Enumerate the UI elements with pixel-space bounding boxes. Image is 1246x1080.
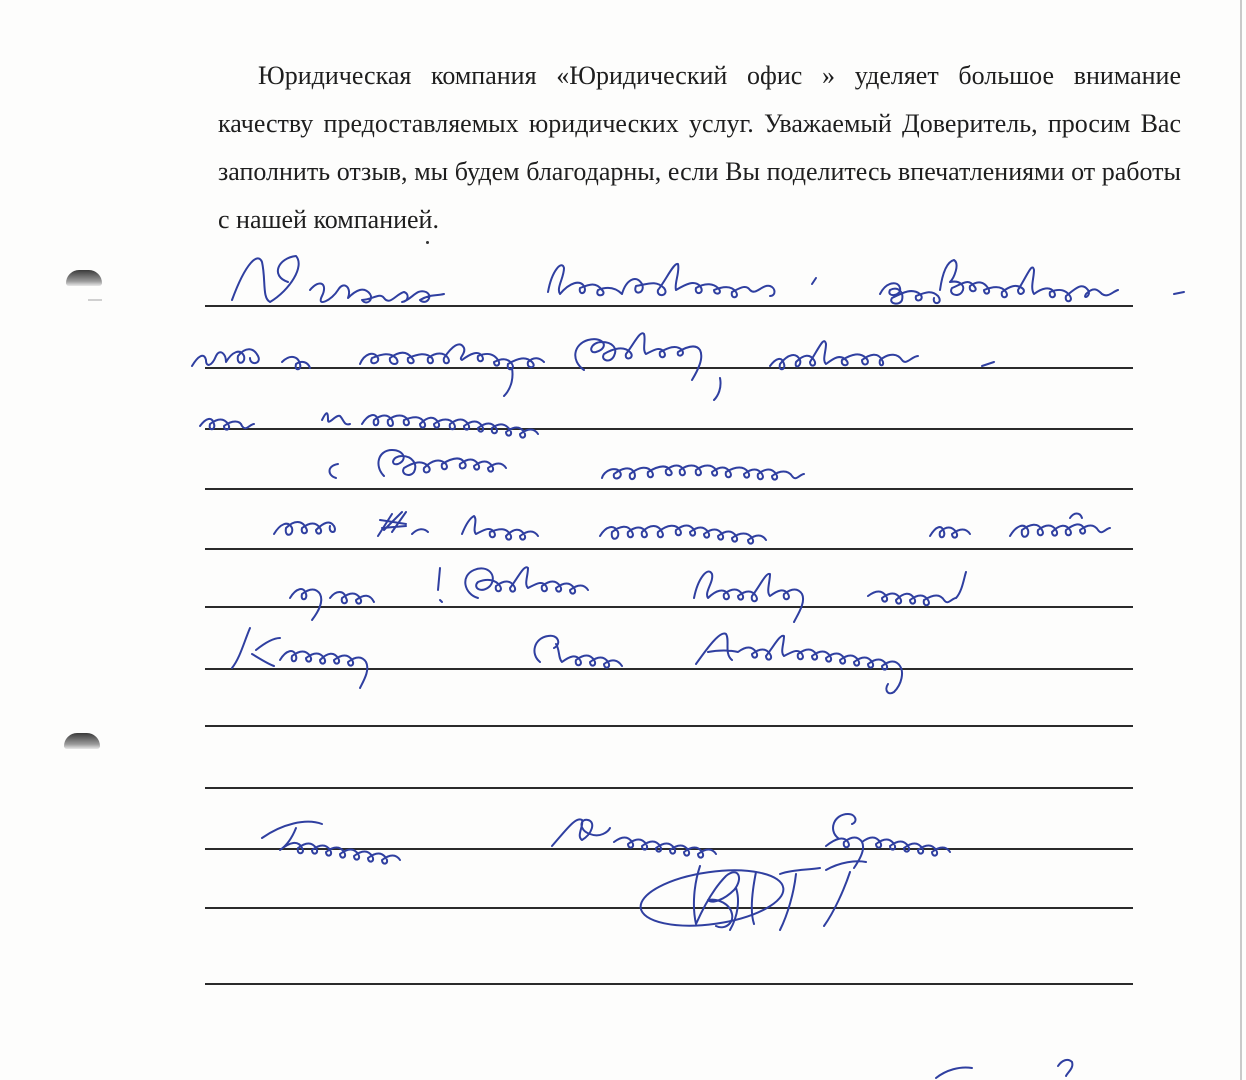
handwriting-line-2 xyxy=(192,333,994,400)
handwriting-line-7 xyxy=(232,628,902,693)
signature xyxy=(637,861,866,933)
partial-handwriting-bottom xyxy=(936,1060,1072,1078)
handwriting-line-5 xyxy=(274,512,1110,544)
handwriting-signer-name xyxy=(262,814,950,868)
handwriting-line-1 xyxy=(232,256,1184,304)
handwriting-line-6 xyxy=(290,567,966,622)
handwriting-line-4 xyxy=(330,450,805,480)
handwriting-line-3 xyxy=(200,413,538,437)
intro-paragraph: Юридическая компания «Юридический офис » уделяет большое внимание качеству предоставляемых юридических услуг. Уважаемый Доверитель, просим Вас заполнить отзыв, мы будем благодарны, если Вы поделитесь впечатлениями от работы с нашей компанией. xyxy=(218,61,1181,234)
